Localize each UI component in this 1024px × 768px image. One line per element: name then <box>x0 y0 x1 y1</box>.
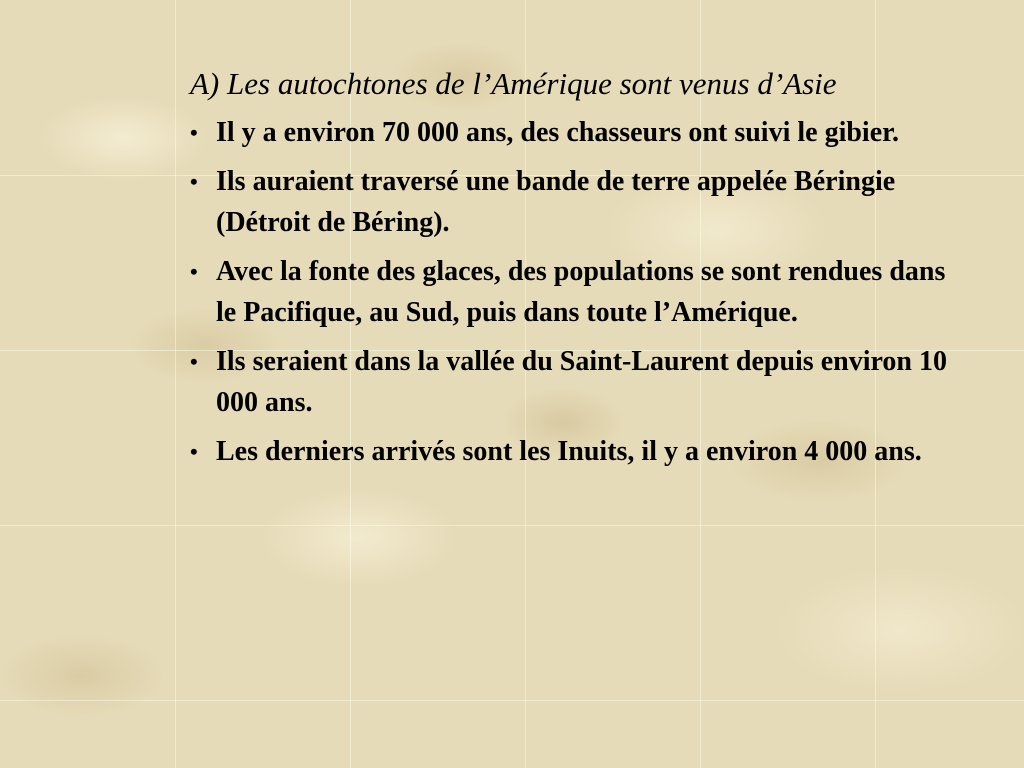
bullet-text: Avec la fonte des glaces, des populations se sont rendues dans le Pacifique, au Sud, puis dans toute l’Amérique. <box>216 256 946 328</box>
bullet-icon: • <box>190 169 198 194</box>
bullet-icon: • <box>190 439 198 464</box>
slide-heading: A) Les autochtones de l’Amérique sont venus d’Asie <box>190 66 837 101</box>
slide-content <box>190 62 950 480</box>
bullet-text: Ils seraient dans la vallée du Saint-Laurent depuis environ 10 000 ans. <box>216 346 947 418</box>
bullet-text: Les derniers arrivés sont les Inuits, il y a environ 4 000 ans. <box>216 436 922 467</box>
bullet-text: Il y a environ 70 000 ans, des chasseurs ont suivi le gibier. <box>216 117 899 148</box>
tile-seam <box>175 0 176 768</box>
tile-seam <box>0 700 1024 701</box>
bullet-list <box>190 112 950 472</box>
bullet-item <box>190 431 950 472</box>
bullet-text: Ils auraient traversé une bande de terre appelée Béringie (Détroit de Béring). <box>216 166 896 238</box>
bullet-item <box>190 112 950 153</box>
tile-seam <box>0 525 1024 526</box>
bullet-item <box>190 251 950 333</box>
bullet-icon: • <box>190 259 198 284</box>
bullet-icon: • <box>190 349 198 374</box>
bullet-item <box>190 161 950 243</box>
bullet-icon: • <box>190 120 198 145</box>
bullet-item <box>190 341 950 423</box>
